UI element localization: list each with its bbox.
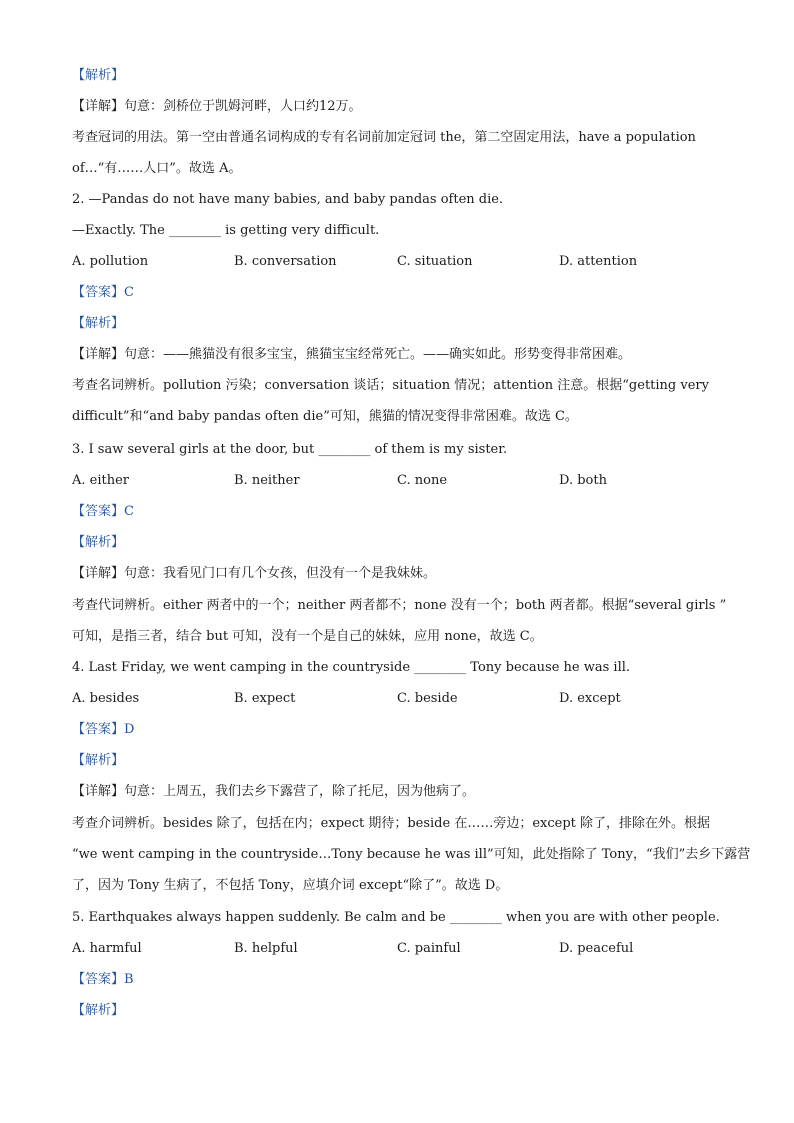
analysis-heading: 【解析】	[72, 753, 125, 768]
option-c: C. beside	[397, 691, 458, 706]
explanation-text: difficult”和“and baby pandas often die”可知，熊猫的情况变得非常困难。故选 C。	[72, 409, 578, 424]
question-stem: 5. Earthquakes always happen suddenly. Be calm and be ________ when you are with other people.	[72, 910, 720, 925]
option-a: A. pollution	[72, 254, 149, 269]
options-row	[72, 252, 722, 272]
question-stem: —Exactly. The ________ is getting very difficult.	[72, 223, 380, 238]
option-c: C. none	[397, 473, 448, 488]
explanation-text: 考查名词辨析。pollution 污染；conversation 谈话；situation 情况；attention 注意。根据“getting very	[72, 378, 709, 393]
answer-heading: 【答案】B	[72, 972, 134, 987]
explanation-text: 了，因为 Tony 生病了，不包括 Tony，应填介词 except“除了”。故选 D。	[72, 878, 509, 893]
option-b: B. expect	[234, 691, 296, 706]
option-b: B. helpful	[234, 941, 298, 956]
answer-heading: 【答案】D	[72, 722, 135, 737]
option-b: B. neither	[234, 473, 300, 488]
option-d: D. attention	[559, 254, 638, 269]
analysis-heading: 【解析】	[72, 316, 125, 331]
explanation-text: 考查代词辨析。either 两者中的一个；neither 两者都不；none 没有一个；both 两者都。根据“several girls ”	[72, 598, 727, 613]
explanation-text: 可知，是指三者，结合 but 可知，没有一个是自己的妹妹，应用 none，故选 C。	[72, 629, 543, 644]
option-d: D. except	[559, 691, 621, 706]
option-c: C. situation	[397, 254, 473, 269]
option-c: C. painful	[397, 941, 461, 956]
explanation-text: 考查冠词的用法。第一空由普通名词构成的专有名词前加定冠词 the，第二空固定用法，have a population	[72, 130, 696, 145]
explanation-text: “we went camping in the countryside…Tony because he was ill”可知，此处指除了 Tony，“我们”去乡下露营	[72, 847, 751, 862]
options-row	[72, 689, 722, 709]
explanation-text: of…“有……人口”。故选 A。	[72, 161, 242, 176]
question-stem: 4. Last Friday, we went camping in the countryside ________ Tony because he was ill.	[72, 660, 631, 675]
detail-text: 【详解】句意：上周五，我们去乡下露营了，除了托尼，因为他病了。	[72, 784, 476, 799]
question-stem: 3. I saw several girls at the door, but ________ of them is my sister.	[72, 442, 508, 457]
detail-text: 【详解】句意：——熊猫没有很多宝宝，熊猫宝宝经常死亡。——确实如此。形势变得非常困难。	[72, 347, 632, 362]
option-a: A. either	[72, 473, 130, 488]
detail-text: 【详解】句意：剑桥位于凯姆河畔，人口约12万。	[72, 99, 362, 114]
options-row	[72, 939, 722, 959]
option-a: A. harmful	[72, 941, 142, 956]
answer-heading: 【答案】C	[72, 285, 134, 300]
detail-text: 【详解】句意：我看见门口有几个女孩，但没有一个是我妹妹。	[72, 566, 437, 581]
options-row	[72, 471, 722, 491]
question-stem: 2. —Pandas do not have many babies, and baby pandas often die.	[72, 192, 504, 207]
answer-heading: 【答案】C	[72, 504, 134, 519]
analysis-heading: 【解析】	[72, 68, 125, 83]
option-a: A. besides	[72, 691, 140, 706]
explanation-text: 考查介词辨析。besides 除了，包括在内；expect 期待；beside 在……旁边；except 除了，排除在外。根据	[72, 816, 711, 831]
option-b: B. conversation	[234, 254, 337, 269]
analysis-heading: 【解析】	[72, 535, 125, 550]
option-d: D. both	[559, 473, 607, 488]
analysis-heading: 【解析】	[72, 1003, 125, 1018]
option-d: D. peaceful	[559, 941, 634, 956]
